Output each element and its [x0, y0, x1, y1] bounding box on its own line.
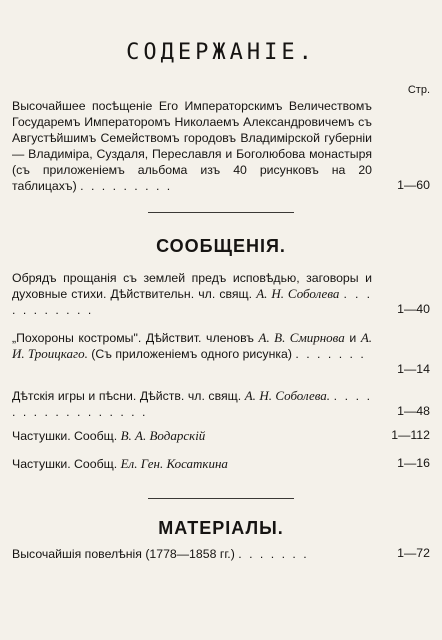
entry-text-mid: и [344, 331, 361, 345]
entry-author: А. Н. Соболева. [244, 388, 331, 403]
entry-report: „Похороны костромы". Дѣйствит. членовъ А. В. Смирнова и А. И. Троицкаго. (Съ приложеніемъ одного рисунка) . . . . . . . [12, 330, 373, 361]
entry-author: Ел. Ген. Косаткина [120, 456, 228, 471]
entry-author: В. А. Водарскій [120, 428, 206, 443]
entry-author: А. Н. Соболева [256, 286, 340, 301]
entry-report [12, 428, 382, 444]
entry-text: Высочайшія повелѣнія (1778—1858 гг.) [12, 547, 235, 561]
entry-material: Высочайшія повелѣнія (1778—1858 гг.) . . . . . . . [12, 547, 309, 561]
entry-text: Обрядъ прощанія съ землей предъ исповѣдью, заговоры и духовные стихи. Дѣйствительн. чл. свящ. [12, 271, 372, 301]
entry-royal-visit: Высочайшее посѣщеніе Его Императорскимъ Величествомъ Государемъ Императоромъ Николаемъ Александровичемъ съ Августѣйшимъ Семействомъ городовъ Владимірской губерніи— Владиміра, Суздаля, Переславля и Боголюбова монастыря (съ приложеніемъ альбома изъ 40 рисунковъ на 20 таблицахъ) . . . . . . . . . [12, 99, 372, 193]
divider [148, 498, 294, 499]
section-heading-materials: МАТЕРІАЛЫ. [158, 518, 284, 538]
entry-pages: 1—112 [391, 428, 430, 442]
entry-pages: 1—48 [397, 404, 430, 418]
entry-pages: 1—14 [397, 362, 430, 376]
section-heading-reports: СООБЩЕНІЯ. [156, 236, 286, 256]
entry-text: „Похороны костромы". Дѣйствит. членовъ [12, 331, 259, 345]
entry-text-tail: (Съ приложеніемъ одного рисунка) [87, 347, 292, 361]
divider [148, 212, 294, 213]
entry-author: А. И. Троицкаго. [12, 330, 373, 361]
entry-report: Обрядъ прощанія съ землей предъ исповѣдью, заговоры и духовные стихи. Дѣйствительн. чл. свящ. А. Н. Соболева . . . . . . . . . . . [12, 271, 372, 317]
entry-text: Дѣтскія игры и пѣсни. Дѣйств. чл. свящ. [12, 389, 245, 403]
entry-pages: 1—60 [397, 178, 430, 192]
entry-text: Высочайшее посѣщеніе Его Императорскимъ Величествомъ Государемъ Императоромъ Николаемъ Александровичемъ съ Августѣйшимъ Семействомъ городовъ Владимірской губерніи— Владиміра, Суздаля, Переславля и Боголюбова монастыря (съ приложеніемъ альбома изъ 40 рисунковъ на 20 таблицахъ) [12, 99, 372, 193]
entry-report: Дѣтскія игры и пѣсни. Дѣйств. чл. свящ. А. Н. Соболева. . . . . . . . . . . . . . . . . . [12, 388, 372, 419]
page-title: СОДЕРЖАНІЕ. [126, 40, 316, 65]
entry-author: А. В. Смирнова [258, 330, 345, 345]
page-column-label: Стр. [407, 84, 430, 96]
entry-pages: 1—72 [397, 546, 430, 560]
entry-pages: 1—40 [397, 302, 430, 316]
entry-text: Частушки. Сообщ. [12, 429, 121, 443]
entry-text: Частушки. Сообщ. [12, 457, 121, 471]
entry-pages: 1—16 [397, 456, 430, 470]
entry-report [12, 456, 382, 472]
